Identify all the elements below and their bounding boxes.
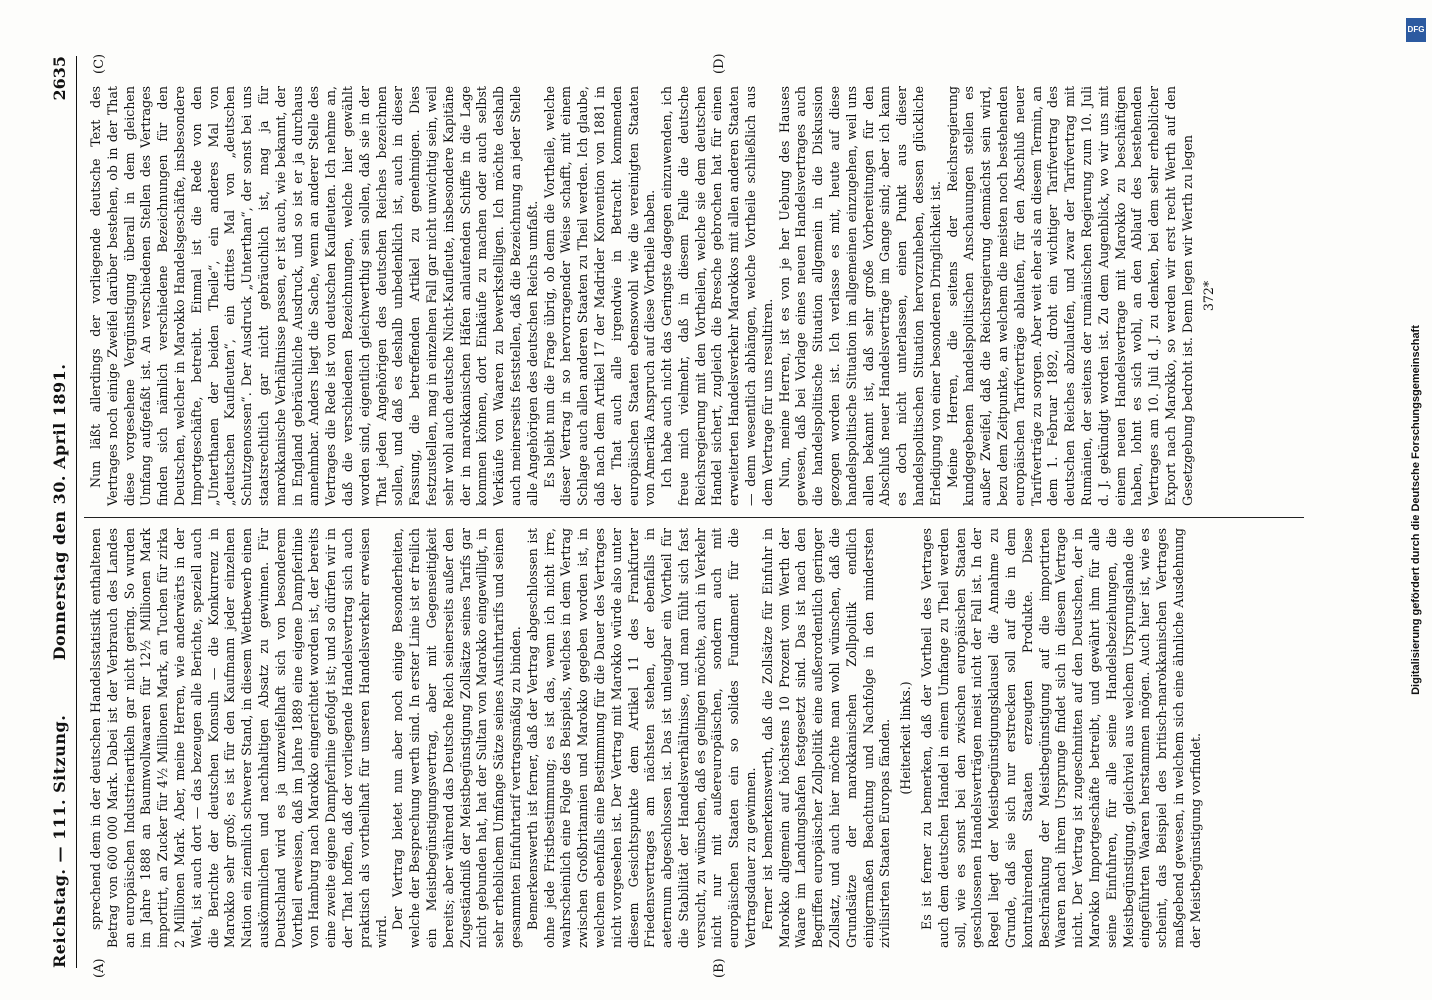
dfg-logo: DFG: [1406, 18, 1426, 42]
marker-d: (D): [712, 53, 727, 74]
paragraph: Ich habe auch nicht das Geringste dagegen einzuwenden, ich freue mich vielmehr, daß in diesem Falle die deutsche Reichsregierung mit den Vortheilen, welche sie dem deutschen Handel sichert, zugleich die Bresche gebrochen hat für einen erweiterten Handelsverkehr Marokkos mit allen anderen Staaten — denn wesentlich abhängen, welche Vortheile schließlich aus dem Vertrage für uns resultiren.: [659, 86, 775, 506]
applause-note: (Heiterkeit links.): [898, 681, 914, 795]
rotated-document-page: [0, 32, 1372, 992]
paragraph: Nun läßt allerdings der vorliegende deutsche Text des Vertrages noch einige Zweifel darüber bestehen, ob in der That diese vorgesehene Vergünstigung überall in dem gleichen Umfang aufgefaßt ist. An verschiedenen Stellen des Vertrages finden sich nämlich verschiedene Bezeichnungen für den Deutschen, welcher in Marokko Handelsgeschäfte, insbesondere Importgeschäfte, betreibt. Einmal ist die Rede von den „Unterthanen der beiden Theile“, ein anderes Mal von „deutschen Kaufleuten“, ein drittes Mal von „deutschen Schutzgenossen“. Der Ausdruck „Unterthan“, der sonst bei uns staatsrechtlich gar nicht gebräuchlich ist, mag ja für marokkanische Verhältnisse passen, er ist auch, wie bekannt, der in England gebräuchliche Ausdruck, und so ist er ja durchaus annehmbar. Anders liegt die Sache, wenn an anderer Stelle des Vertrages die Rede ist von deutschen Kaufleuten. Ich nehme an, daß die verschiedenen Bezeichnungen, welche hier gewählt worden sind, eigentlich gleichwerthig sein sollen, daß sie in der That jeden Angehörigen des deutschen Reiches bezeichnen sollen, und daß es deshalb unbedenklich ist, auch in dieser Fassung, die betreffenden Artikel zu genehmigen. Dies festzustellen, mag in einzelnen Fall gar nicht unwichtig sein, weil sehr wohl auch deutsche Nicht-Kaufleute, insbesondere Kapitäne der in marokkanischen Häfen anlaufenden Schiffe in die Lage kommen können, dort Einkäufe zu machen oder auch selbst Verkäufe von Waaren zu bewerkstelligen. Ich möchte deshalb auch meinerseits feststellen, daß die Bezeichnung an jeder Stelle alle Angehörigen des deutschen Reichs umfaßt.: [88, 86, 540, 506]
paragraph: sprechend dem in der deutschen Handelsstatistik enthaltenen Betrag von 600 000 Mark. Dabei ist der Verbrauch des Landes an europäischen Industrieartikeln gar nicht gering. So wurden im Jahre 1888 an Baumwollwaaren für 12½ Millionen Mark importirt, an Zucker für 4½ Millionen Mark, an Tuchen für zirka 2 Millionen Mark. Aber, meine Herren, wie anderwärts in der Welt, ist auch dort — das bezeugen alle Berichte, speziell auch die Berichte der deutschen Konsuln — die Konkurrenz in Marokko sehr groß; es ist für den Kaufmann jeder einzelnen Nation ein ziemlich schwerer Stand, in diesem Wettbewerb einen auskömmlichen und nachhaltigen Absatz zu gewinnen. Für Deutschland wird es ja unzweifelhaft sich von besonderem Vortheil erweisen, daß im Jahre 1889 eine eigene Dampferlinie von Hamburg nach Marokko eingerichtet worden ist, der bereits eine zweite eigene Dampferlinie gefolgt ist; und so dürfen wir in der That hoffen, daß der vorliegende Handelsvertrag sich auch praktisch als vortheilhaft für unseren Handelsverkehr erweisen wird.: [88, 528, 389, 948]
signature-mark: 372*: [1200, 280, 1216, 312]
header-rule: [76, 56, 77, 968]
paragraph: Es ist ferner zu bemerken, daß der Vortheil des Vertrages auch dem deutschen Handel in einem Umfange zu Theil werden soll, wie es sonst bei den zwischen europäischen Staaten geschlossenen Handelsverträgen meist nicht der Fall ist. In der Regel liegt der Meistbegünstigungsklausel die Annahme zu Grunde, daß sie sich nur erstrecken soll auf die in dem kontrahirenden Staaten erzeugten Produkte. Diese Beschränkung der Meistbegünstigung auf die importirten Waaren nach ihrem Ursprunge findet sich in diesem Vertrage nicht. Der Vertrag ist zugeschnitten auf den Deutschen, der in Marokko Importgeschäfte betreibt, und gewährt ihm für alle seine Einfuhren, für alle seine Handelsbeziehungen, die Meistbegünstigung, gleichviel aus welchem Ursprungslande die eingeführten Waaren herstammen mögen. Auch hier ist, wie es scheint, das Beispiel des britisch-marokkanischen Vertrages maßgebend gewesen, in welchem sich eine ähnliche Ausdehnung der Meistbegünstigung vorfindet.: [919, 528, 1203, 948]
paragraph: Ferner ist bemerkenswerth, daß die Zollsätze für Einfuhr in Marokko allgemein auf höchstens 10 Prozent vom Werth der Waare im Landungshafen festgesetzt sind. Das ist nach den Begriffen europäischer Zollpolitik eine außerordentlich geringer Zollsatz, und auch hier möchte man wohl wünschen, daß die Grundsätze der marokkanischen Zollpolitik endlich einigermaßen Beachtung und Nachfolge in den mindersten zivilisirten Staaten Europas fänden.: [759, 528, 893, 948]
header-session: Reichstag. — 111. Sitzung.: [50, 714, 69, 968]
funding-note: Digitalisierung gefördert durch die Deutsche Forschungsgemeinschaft: [1410, 325, 1422, 695]
dfg-sidebar: [1402, 10, 1430, 990]
paragraph: Es bleibt nun die Frage übrig, ob denn die Vortheile, welche dieser Vertrag in so hervorragender Weise schafft, mit einem Schlage auch allen anderen Staaten zu Theil werden. Ich glaube, daß nach dem Artikel 17 der Madrider Konvention von 1881 in der That auch alle irgendwie in Betracht kommenden europäischen Staaten ebensowohl wie die vereinigten Staaten von Amerika Anspruch auf diese Vortheile haben.: [541, 86, 658, 506]
marker-c: (C): [92, 53, 107, 74]
right-column: [88, 86, 1221, 506]
paragraph: Nun, meine Herren, ist es von je her Uebung des Hauses gewesen, daß bei Vorlage eines neuen Handelsvertrages auch die handelspolitische Situation allgemein in die Diskussion gezogen worden ist. Ich verlasse es mit, heute auf diese handelspolitische Situation im allgemeinen einzugehen, weil uns allen bekannt ist, daß sehr große Vorbereitungen für den Abschluß neuer Handelsverträge im Gange sind; aber ich kann es doch nicht unterlassen, einen Punkt aus dieser handelspolitischen Situation hervorzuheben, dessen glückliche Erledigung von einer besonderen Dringlichkeit ist.: [776, 86, 943, 506]
column-divider: [84, 517, 1304, 518]
page-header: [44, 56, 80, 968]
left-column: [88, 528, 1205, 948]
paragraph: Meine Herren, die seitens der Reichsregierung kundgegebenen handelspolitischen Anschauungen stellen es außer Zweifel, daß die Reichsregierung demnächst sein wird, bezu dem Zeitpunkte, an welchem die meisten noch bestehenden europäischen Tarifverträge ablaufen, für den Abschluß neuer Tarifverträge zu sorgen. Aber weit eher als an diesem Termin, an dem 1. Februar 1892, droht ein wichtiger Tarifvertrag des deutschen Reiches abzulaufen, und zwar der Tarifvertrag mit Rumänien, der seitens der rumänischen Regierung zum 10. Juli d. J. gekündigt worden ist. Zu dem Augenblick, wo wir uns mit einem neuen Handelsvertrage mit Marokko zu beschäftigen haben, lohnt es sich wohl, an den Ablauf des bestehenden Vertrages am 10. Juli d. J. zu denken, bei dem sehr erheblicher Export nach Marokko, so werden wir erst recht Werth auf den Gesetzgebung bedroht ist. Denn legen wir Werth zu legen: [944, 86, 1195, 506]
paragraph: Bemerkenswerth ist ferner, daß der Vertrag abgeschlossen ist ohne jede Fristbestimmung; es ist das, wenn ich nicht irre, wahrscheinlich eine Folge des Beispiels, welches in dem Vertrag zwischen Großbritannien und Marokko gegeben worden ist, in welchem ebenfalls eine Bestimmung für die Dauer des Vertrages nicht vorgesehen ist. Der Vertrag mit Marokko würde also unter diesem Gesichtspunkte dem Artikel 11 des Frankfurter Friedensvertrages am nächsten stehen, der ebenfalls in aeternum abgeschlossen ist. Das ist unleugbar ein Vortheil für die Stabilität der Handelsverhältnisse, und man fühlt sich fast versucht, zu wünschen, daß es gelingen möchte, auch in Verkehr nicht nur mit außereuropäischen, sondern auch mit europäischen Staaten ein so solides Fundament für die Vertragsdauer zu gewinnen.: [524, 528, 759, 948]
header-date: Donnerstag den 30. April 1891.: [50, 363, 69, 661]
marker-a: (A): [92, 958, 107, 978]
paragraph: Der Vertrag bietet nun aber noch einige Besonderheiten, welche der Besprechung werth sind. In erster Linie ist er freilich ein Meistbegünstigungsvertrag, aber mit Gegenseitigkeit bereits; aber während das Deutsche Reich seinerseits außer den Zugeständniß der Meistbegünstigung Zollsätze seines Tarifs gar nicht gebunden hat, hat der Sultan von Marokko eingewilligt, in sehr erheblichem Umfange Sätze seines Ausfuhrtarifs und seinen gesammten Einfuhrtarif vertragsmäßig zu binden.: [390, 528, 523, 948]
marker-b: (B): [712, 958, 727, 978]
header-page-number: 2635: [50, 56, 69, 101]
